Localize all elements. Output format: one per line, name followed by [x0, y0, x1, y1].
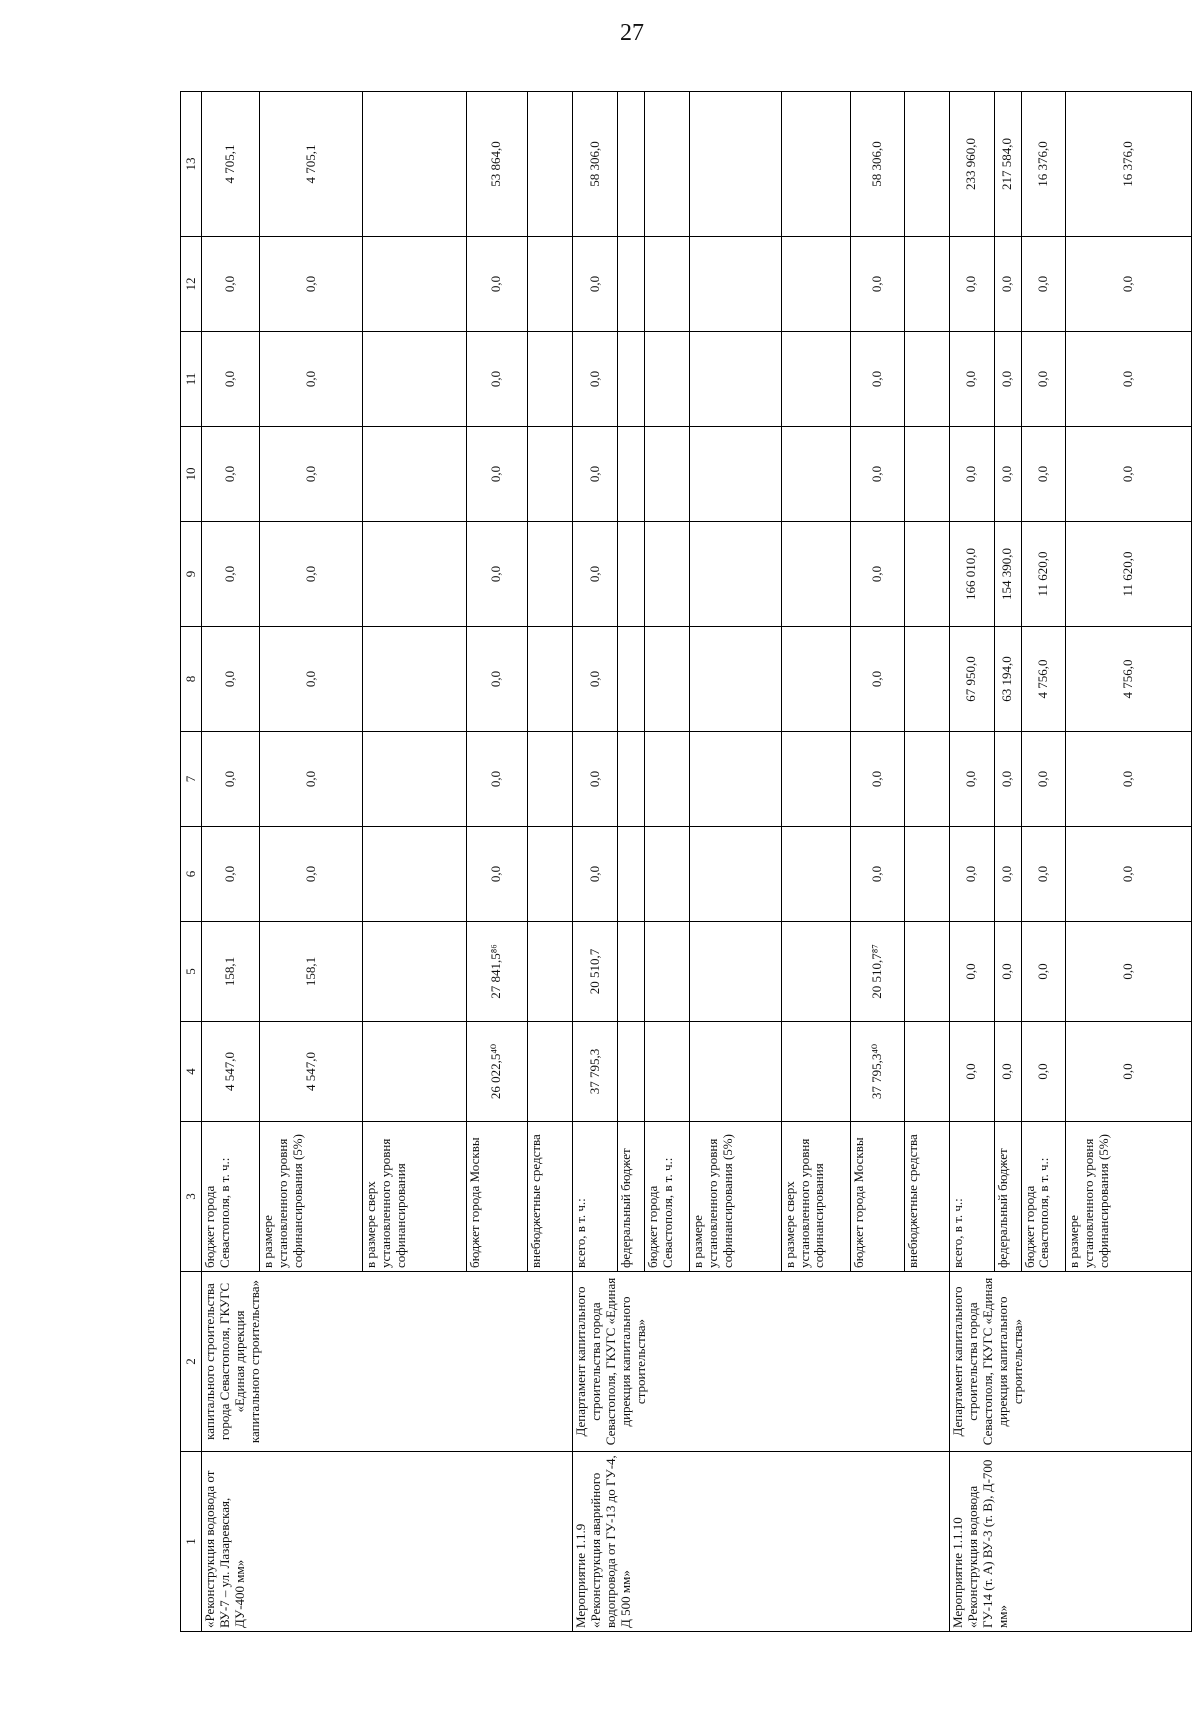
funding-source-cell: в размере установленного уровня софинансирования (5%)	[689, 1122, 781, 1272]
value-cell-col-10	[363, 427, 466, 522]
value-cell-col-11	[617, 332, 644, 427]
value-cell-col-7: 0,0	[202, 732, 260, 827]
value-cell-col-11: 0,0	[851, 332, 905, 427]
value-cell-col-7	[644, 732, 689, 827]
value-cell-col-7: 0,0	[1066, 732, 1192, 827]
value-cell-col-6: 0,0	[202, 827, 260, 922]
value-cell-col-11: 0,0	[573, 332, 618, 427]
value-cell-col-9	[363, 522, 466, 627]
value-cell-col-6	[644, 827, 689, 922]
value-cell-col-4: 4 547,0	[260, 1022, 363, 1122]
value-cell-col-10: 0,0	[466, 427, 528, 522]
value-cell-col-7	[904, 732, 949, 827]
page-number: 27	[620, 20, 644, 46]
column-header-12: 12	[181, 237, 202, 332]
value-cell-col-10	[528, 427, 573, 522]
value-cell-col-7: 0,0	[851, 732, 905, 827]
value-cell-col-5: 0,0	[1021, 922, 1066, 1022]
value-cell-col-6	[904, 827, 949, 922]
value-cell-col-5	[781, 922, 851, 1022]
value-cell-col-9: 0,0	[202, 522, 260, 627]
value-cell-col-9: 154 390,0	[994, 522, 1021, 627]
value-cell-col-13: 217 584,0	[994, 92, 1021, 237]
value-cell-col-5: 0,0	[1066, 922, 1192, 1022]
value-cell-col-12: 0,0	[573, 237, 618, 332]
value-cell-col-13: 58 306,0	[851, 92, 905, 237]
value-cell-col-9: 166 010,0	[949, 522, 994, 627]
value-cell-col-9: 0,0	[851, 522, 905, 627]
value-cell-col-4: 4 547,0	[202, 1022, 260, 1122]
value-cell-col-10: 0,0	[260, 427, 363, 522]
value-cell-col-9	[644, 522, 689, 627]
value-cell-col-4	[781, 1022, 851, 1122]
table-row	[949, 92, 994, 1632]
value-cell-col-10	[904, 427, 949, 522]
value-cell-col-4: 26 022,5⁴⁰	[466, 1022, 528, 1122]
value-cell-col-8	[363, 627, 466, 732]
value-cell-col-4	[528, 1022, 573, 1122]
value-cell-col-9: 0,0	[260, 522, 363, 627]
value-cell-col-8: 63 194,0	[994, 627, 1021, 732]
value-cell-col-5: 20 510,7	[573, 922, 618, 1022]
value-cell-col-12	[644, 237, 689, 332]
value-cell-col-4: 0,0	[949, 1022, 994, 1122]
column-header-10: 10	[181, 427, 202, 522]
value-cell-col-11: 0,0	[1066, 332, 1192, 427]
value-cell-col-12	[363, 237, 466, 332]
value-cell-col-7	[363, 732, 466, 827]
value-cell-col-12: 0,0	[1021, 237, 1066, 332]
value-cell-col-11	[528, 332, 573, 427]
value-cell-col-4	[617, 1022, 644, 1122]
value-cell-col-5: 0,0	[949, 922, 994, 1022]
funding-source-cell: в размере сверх установленного уровня софинансирования	[363, 1122, 466, 1272]
value-cell-col-9	[781, 522, 851, 627]
value-cell-col-5: 158,1	[202, 922, 260, 1022]
value-cell-col-7: 0,0	[1021, 732, 1066, 827]
value-cell-col-6	[781, 827, 851, 922]
value-cell-col-11	[904, 332, 949, 427]
funding-source-cell: в размере установленного уровня софинансирования (5%)	[1066, 1122, 1192, 1272]
value-cell-col-12: 0,0	[466, 237, 528, 332]
value-cell-col-8: 67 950,0	[949, 627, 994, 732]
value-cell-col-7: 0,0	[466, 732, 528, 827]
value-cell-col-8	[904, 627, 949, 732]
funding-source-cell: всего, в т. ч.:	[949, 1122, 994, 1272]
value-cell-col-6: 0,0	[573, 827, 618, 922]
value-cell-col-8	[781, 627, 851, 732]
value-cell-col-12	[781, 237, 851, 332]
column-header-13: 13	[181, 92, 202, 237]
value-cell-col-11	[644, 332, 689, 427]
value-cell-col-13: 4 705,1	[202, 92, 260, 237]
executor-cell: Департамент капитального строительства города Севастополя, ГКУГС «Единая дирекция капитального строительства»	[573, 1272, 950, 1452]
executor-cell: Департамент капитального строительства города Севастополя, ГКУГС «Единая дирекция капитального строительства»	[949, 1272, 1191, 1452]
value-cell-col-12: 0,0	[202, 237, 260, 332]
value-cell-col-4: 37 795,3⁴⁰	[851, 1022, 905, 1122]
value-cell-col-9	[617, 522, 644, 627]
value-cell-col-5	[904, 922, 949, 1022]
value-cell-col-7	[689, 732, 781, 827]
value-cell-col-9: 11 620,0	[1066, 522, 1192, 627]
value-cell-col-9: 0,0	[466, 522, 528, 627]
value-cell-col-8: 0,0	[466, 627, 528, 732]
value-cell-col-13: 16 376,0	[1066, 92, 1192, 237]
value-cell-col-4: 37 795,3	[573, 1022, 618, 1122]
value-cell-col-4	[644, 1022, 689, 1122]
activity-name-cell: «Реконструкция водовода от ВУ-7 – ул. Лазаревская, ДУ-400 мм»	[202, 1452, 573, 1632]
column-header-6: 6	[181, 827, 202, 922]
value-cell-col-8: 4 756,0	[1066, 627, 1192, 732]
value-cell-col-5	[617, 922, 644, 1022]
funding-source-cell: федеральный бюджет	[617, 1122, 644, 1272]
funding-source-cell: бюджет города Москвы	[851, 1122, 905, 1272]
value-cell-col-13	[689, 92, 781, 237]
funding-source-cell: федеральный бюджет	[994, 1122, 1021, 1272]
value-cell-col-10	[781, 427, 851, 522]
value-cell-col-9: 11 620,0	[1021, 522, 1066, 627]
value-cell-col-4: 0,0	[994, 1022, 1021, 1122]
column-header-11: 11	[181, 332, 202, 427]
value-cell-col-11: 0,0	[949, 332, 994, 427]
column-header-8: 8	[181, 627, 202, 732]
value-cell-col-4	[689, 1022, 781, 1122]
value-cell-col-13: 58 306,0	[573, 92, 618, 237]
value-cell-col-10	[689, 427, 781, 522]
value-cell-col-7	[528, 732, 573, 827]
value-cell-col-11: 0,0	[994, 332, 1021, 427]
value-cell-col-8	[644, 627, 689, 732]
value-cell-col-8: 0,0	[573, 627, 618, 732]
value-cell-col-8: 0,0	[851, 627, 905, 732]
value-cell-col-5: 27 841,5⁸⁶	[466, 922, 528, 1022]
value-cell-col-7: 0,0	[573, 732, 618, 827]
column-header-1: 1	[181, 1452, 202, 1632]
value-cell-col-5: 0,0	[994, 922, 1021, 1022]
value-cell-col-12: 0,0	[851, 237, 905, 332]
column-header-3: 3	[181, 1122, 202, 1272]
value-cell-col-10: 0,0	[994, 427, 1021, 522]
value-cell-col-10: 0,0	[851, 427, 905, 522]
value-cell-col-5	[644, 922, 689, 1022]
activity-name-cell: Мероприятие 1.1.10 «Реконструкция водовода ГУ-14 (т. А) ВУ-3 (т. В), Д-700 мм»	[949, 1452, 1191, 1632]
funding-source-cell: всего, в т. ч.:	[573, 1122, 618, 1272]
value-cell-col-10: 0,0	[1066, 427, 1192, 522]
value-cell-col-9	[904, 522, 949, 627]
value-cell-col-12: 0,0	[1066, 237, 1192, 332]
activity-name-cell: Мероприятие 1.1.9 «Реконструкция аварийного водопровода от ГУ-13 до ГУ-4, Д 500 мм»	[573, 1452, 950, 1632]
value-cell-col-4: 0,0	[1066, 1022, 1192, 1122]
funding-source-cell: бюджет города Севастополя, в т. ч.:	[202, 1122, 260, 1272]
value-cell-col-6: 0,0	[994, 827, 1021, 922]
funding-source-cell: в размере установленного уровня софинансирования (5%)	[260, 1122, 363, 1272]
value-cell-col-8: 4 756,0	[1021, 627, 1066, 732]
value-cell-col-5	[689, 922, 781, 1022]
value-cell-col-4: 0,0	[1021, 1022, 1066, 1122]
value-cell-col-13: 53 864,0	[466, 92, 528, 237]
value-cell-col-4	[904, 1022, 949, 1122]
value-cell-col-7	[781, 732, 851, 827]
value-cell-col-13: 4 705,1	[260, 92, 363, 237]
value-cell-col-11: 0,0	[466, 332, 528, 427]
value-cell-col-12: 0,0	[949, 237, 994, 332]
value-cell-col-5	[528, 922, 573, 1022]
value-cell-col-11: 0,0	[260, 332, 363, 427]
value-cell-col-13	[528, 92, 573, 237]
column-header-4: 4	[181, 1022, 202, 1122]
value-cell-col-4	[363, 1022, 466, 1122]
value-cell-col-13: 16 376,0	[1021, 92, 1066, 237]
value-cell-col-12	[904, 237, 949, 332]
value-cell-col-13: 233 960,0	[949, 92, 994, 237]
value-cell-col-8: 0,0	[260, 627, 363, 732]
value-cell-col-6: 0,0	[260, 827, 363, 922]
value-cell-col-6: 0,0	[949, 827, 994, 922]
funding-source-cell: внебюджетные средства	[528, 1122, 573, 1272]
value-cell-col-10: 0,0	[573, 427, 618, 522]
column-header-7: 7	[181, 732, 202, 827]
value-cell-col-7	[617, 732, 644, 827]
value-cell-col-7: 0,0	[949, 732, 994, 827]
value-cell-col-8	[617, 627, 644, 732]
value-cell-col-12	[689, 237, 781, 332]
value-cell-col-6	[617, 827, 644, 922]
value-cell-col-9	[689, 522, 781, 627]
value-cell-col-5: 20 510,7⁸⁷	[851, 922, 905, 1022]
value-cell-col-6: 0,0	[466, 827, 528, 922]
value-cell-col-13	[781, 92, 851, 237]
value-cell-col-12	[617, 237, 644, 332]
rotated-table-wrapper	[180, 92, 1192, 1632]
value-cell-col-10	[644, 427, 689, 522]
value-cell-col-5	[363, 922, 466, 1022]
value-cell-col-13	[363, 92, 466, 237]
funding-table	[180, 91, 1192, 1632]
value-cell-col-11	[689, 332, 781, 427]
funding-source-cell: бюджет города Севастополя, в т. ч.:	[1021, 1122, 1066, 1272]
value-cell-col-5: 158,1	[260, 922, 363, 1022]
value-cell-col-10	[617, 427, 644, 522]
value-cell-col-13	[617, 92, 644, 237]
table-body	[202, 92, 1192, 1632]
value-cell-col-12: 0,0	[260, 237, 363, 332]
value-cell-col-8: 0,0	[202, 627, 260, 732]
value-cell-col-6	[528, 827, 573, 922]
value-cell-col-10: 0,0	[1021, 427, 1066, 522]
value-cell-col-9: 0,0	[573, 522, 618, 627]
value-cell-col-8	[689, 627, 781, 732]
column-header-2: 2	[181, 1272, 202, 1452]
value-cell-col-12	[528, 237, 573, 332]
funding-source-cell: в размере сверх установленного уровня софинансирования	[781, 1122, 851, 1272]
value-cell-col-6: 0,0	[851, 827, 905, 922]
funding-source-cell: внебюджетные средства	[904, 1122, 949, 1272]
value-cell-col-6: 0,0	[1021, 827, 1066, 922]
value-cell-col-12: 0,0	[994, 237, 1021, 332]
value-cell-col-11	[781, 332, 851, 427]
value-cell-col-6	[689, 827, 781, 922]
value-cell-col-9	[528, 522, 573, 627]
value-cell-col-11	[363, 332, 466, 427]
value-cell-col-8	[528, 627, 573, 732]
funding-source-cell: бюджет города Севастополя, в т. ч.:	[644, 1122, 689, 1272]
value-cell-col-11: 0,0	[1021, 332, 1066, 427]
value-cell-col-7: 0,0	[260, 732, 363, 827]
value-cell-col-11: 0,0	[202, 332, 260, 427]
table-row	[202, 92, 260, 1632]
column-header-9: 9	[181, 522, 202, 627]
column-header-5: 5	[181, 922, 202, 1022]
executor-cell: капитального строительства города Севастополя, ГКУГС «Единая дирекция капитального строительства»	[202, 1272, 573, 1452]
value-cell-col-10: 0,0	[949, 427, 994, 522]
value-cell-col-6	[363, 827, 466, 922]
value-cell-col-7: 0,0	[994, 732, 1021, 827]
value-cell-col-13	[904, 92, 949, 237]
value-cell-col-6: 0,0	[1066, 827, 1192, 922]
column-header-row	[181, 92, 202, 1632]
funding-source-cell: бюджет города Москвы	[466, 1122, 528, 1272]
table-row	[573, 92, 618, 1632]
value-cell-col-13	[644, 92, 689, 237]
value-cell-col-10: 0,0	[202, 427, 260, 522]
